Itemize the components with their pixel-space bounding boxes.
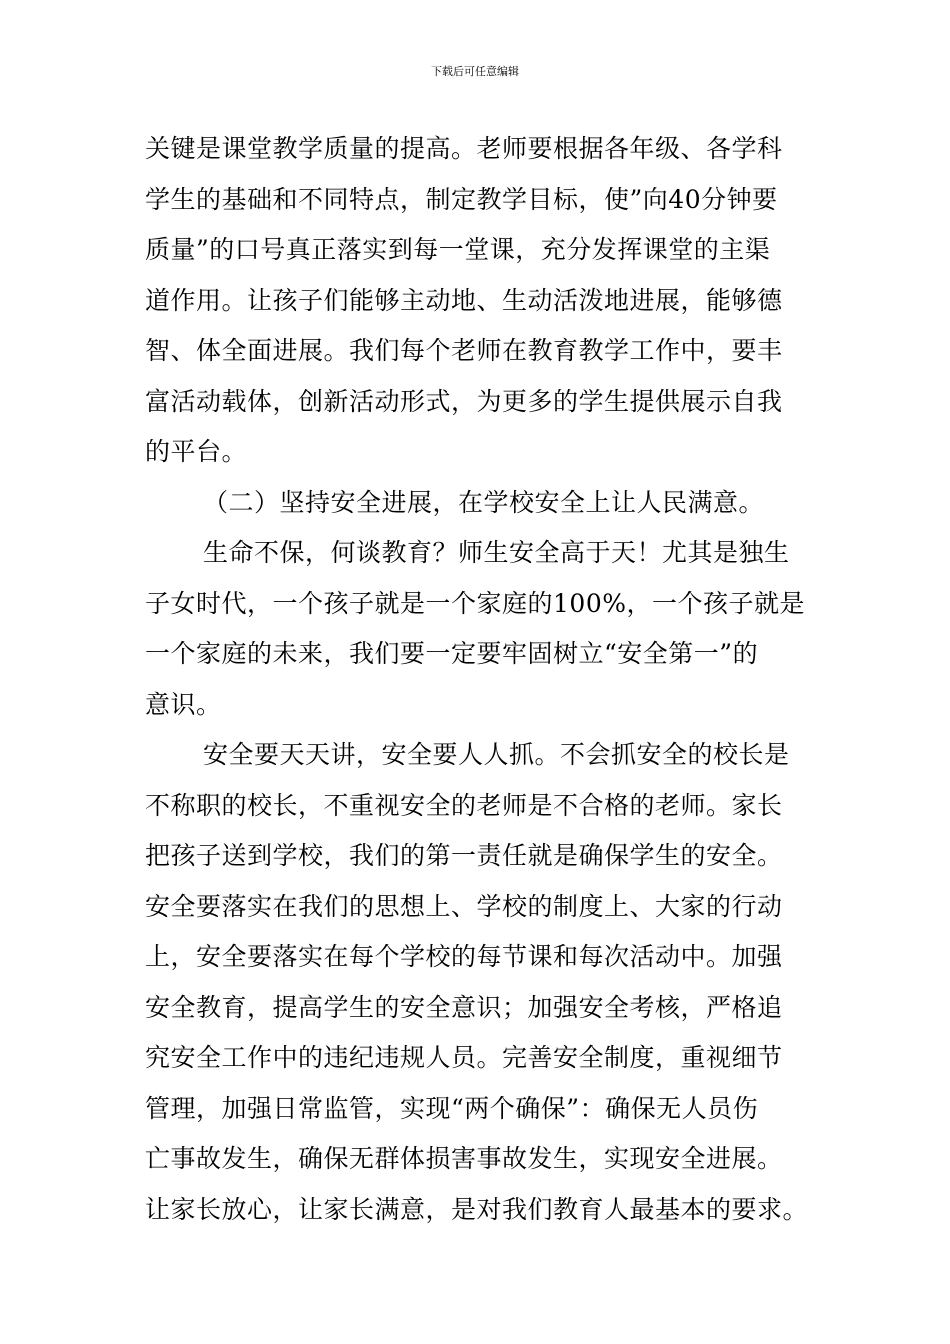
text-line: 意识。 (145, 689, 222, 719)
text-line: 上，安全要落实在每个学校的每节课和每次活动中。加强 (145, 942, 783, 971)
text-line: 道作用。让孩子们能够主动地、生动活泼地进展，能够德 (145, 285, 783, 315)
text-line: 子女时代，一个孩子就是一个家庭的100%，一个孩子就是 (145, 588, 805, 618)
document-body (145, 124, 810, 1235)
page-header: 下载后可任意编辑 (431, 65, 519, 78)
text-line: 安全教育，提高学生的安全意识；加强安全考核，严格追 (145, 992, 783, 1022)
text-line: 不称职的校长，不重视安全的老师是不合格的老师。家长 (145, 790, 783, 820)
text-line: 让家长放心，让家长满意，是对我们教育人最基本的要求。 (145, 1194, 809, 1224)
text-line: 亡事故发生，确保无群体损害事故发生，实现安全进展。 (145, 1144, 783, 1173)
text-line: 智、体全面进展。我们每个老师在教育教学工作中，要丰 (145, 336, 783, 365)
section-heading: （二）坚持安全进展，在学校安全上让人民满意。 (203, 487, 765, 517)
text-line: 关键是课堂教学质量的提高。老师要根据各年级、各学科 (145, 134, 783, 163)
text-line: 安全要落实在我们的思想上、学校的制度上、大家的行动 (145, 891, 783, 921)
text-line: 的平台。 (145, 437, 248, 466)
text-line: 富活动载体，创新活动形式，为更多的学生提供展示自我 (145, 386, 783, 416)
text-line: 质量”的口号真正落实到每一堂课，充分发挥课堂的主渠 (145, 235, 771, 264)
text-line: 学生的基础和不同特点，制定教学目标，使”向40分钟要 (145, 184, 778, 214)
paragraph-start-line: 安全要天天讲，安全要人人抓。不会抓安全的校长是 (203, 740, 790, 769)
text-line: 把孩子送到学校，我们的第一责任就是确保学生的安全。 (145, 841, 783, 870)
text-line: 一个家庭的未来，我们要一定要牢固树立“安全第一”的 (145, 639, 759, 668)
text-line: 究安全工作中的违纪违规人员。完善安全制度，重视细节 (145, 1043, 783, 1072)
paragraph-start-line: 生命不保，何谈教育？师生安全高于天！尤其是独生 (203, 538, 790, 567)
text-line: 管理，加强日常监管，实现“两个确保”：确保无人员伤 (145, 1093, 759, 1123)
